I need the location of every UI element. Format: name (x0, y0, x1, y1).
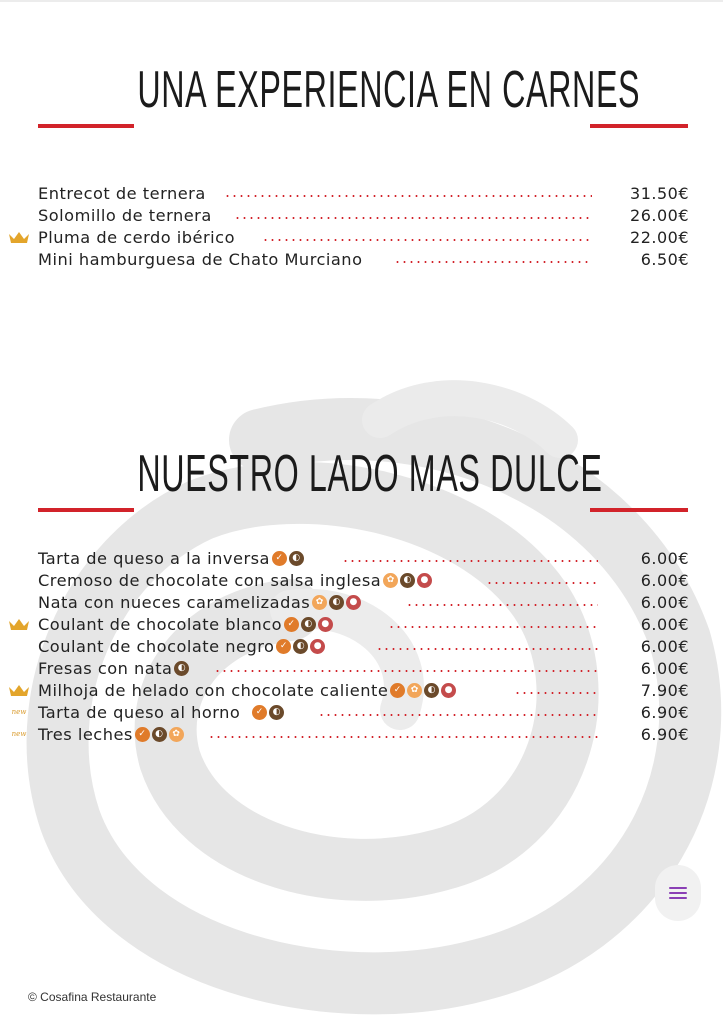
milk-icon: ◐ (152, 727, 167, 742)
item-price: 6.00€ (640, 570, 689, 590)
item-price: 6.00€ (640, 636, 689, 656)
dot-leader (406, 604, 598, 606)
new-badge: new (11, 730, 27, 738)
menu-item (0, 679, 723, 701)
copyright-footer: © Cosafina Restaurante (28, 990, 157, 1004)
gluten-icon: ✓ (390, 683, 405, 698)
dot-leader (394, 261, 590, 263)
title-rule-left (38, 508, 134, 512)
gluten-icon: ✓ (284, 617, 299, 632)
menu-item (0, 613, 723, 635)
item-name-group (38, 615, 333, 634)
gluten-icon: ✓ (276, 639, 291, 654)
item-name-group (38, 549, 304, 568)
dot-leader (514, 692, 598, 694)
item-price: 6.90€ (640, 724, 689, 744)
milk-icon: ◐ (269, 705, 284, 720)
item-price: 6.00€ (640, 658, 689, 678)
item-name: Tarta de queso al horno (38, 702, 241, 722)
nuts-icon: ✿ (383, 573, 398, 588)
menu-list-dulce (0, 547, 723, 745)
milk-icon: ◐ (329, 595, 344, 610)
item-price: 6.00€ (640, 592, 689, 612)
item-name-group (38, 703, 284, 722)
dot-leader (376, 648, 598, 650)
item-name-group (38, 659, 189, 678)
menu-item (0, 569, 723, 591)
crown-icon (6, 615, 32, 633)
dot-leader (388, 626, 598, 628)
egg-icon: ● (318, 617, 333, 632)
egg-icon: ● (441, 683, 456, 698)
gluten-icon: ✓ (252, 705, 267, 720)
milk-icon: ◐ (301, 617, 316, 632)
section-heading: UNA EXPERIENCIA EN CARNES (137, 61, 641, 119)
item-price: 7.90€ (640, 680, 689, 700)
menu-item (0, 182, 723, 204)
item-price: 6.50€ (640, 249, 689, 269)
hamburger-icon (669, 887, 687, 899)
menu-list-carnes (0, 182, 723, 270)
menu-item (0, 204, 723, 226)
title-rule-right (590, 124, 688, 128)
item-name: Fresas con nata (38, 658, 173, 678)
dot-leader (214, 670, 598, 672)
item-name: Tarta de queso a la inversa (38, 548, 270, 568)
section-title-carnes (0, 58, 723, 148)
menu-item (0, 701, 723, 723)
milk-icon: ◐ (289, 551, 304, 566)
item-name: Nata con nueces caramelizadas (38, 592, 311, 612)
milk-icon: ◐ (400, 573, 415, 588)
egg-icon: ● (417, 573, 432, 588)
menu-button[interactable] (655, 865, 701, 921)
menu-item (0, 657, 723, 679)
milk-icon: ◐ (424, 683, 439, 698)
egg-icon: ● (346, 595, 361, 610)
item-name: Entrecot de ternera (38, 183, 206, 203)
dot-leader (224, 195, 592, 197)
new-badge: new (11, 708, 27, 716)
item-price: 6.00€ (640, 548, 689, 568)
item-name: Mini hamburguesa de Chato Murciano (38, 249, 363, 269)
menu-item (0, 547, 723, 569)
item-name-group (38, 593, 361, 612)
milk-icon: ◐ (293, 639, 308, 654)
item-name: Solomillo de ternera (38, 205, 212, 225)
menu-item (0, 723, 723, 745)
dot-leader (234, 217, 590, 219)
title-rule-left (38, 124, 134, 128)
section-heading: NUESTRO LADO MAS DULCE (137, 445, 603, 503)
dot-leader (486, 582, 598, 584)
nuts-icon: ✿ (312, 595, 327, 610)
item-name: Tres leches (38, 724, 133, 744)
menu-item (0, 226, 723, 248)
gluten-icon: ✓ (135, 727, 150, 742)
gluten-icon: ✓ (272, 551, 287, 566)
item-price: 22.00€ (630, 227, 689, 247)
item-name: Pluma de cerdo ibérico (38, 227, 235, 247)
section-title-dulce (0, 442, 723, 532)
milk-icon: ◐ (174, 661, 189, 676)
nuts-icon: ✿ (407, 683, 422, 698)
item-name: Coulant de chocolate negro (38, 636, 275, 656)
item-name-group (38, 681, 456, 700)
dot-leader (342, 560, 598, 562)
egg-icon: ● (310, 639, 325, 654)
item-price: 26.00€ (630, 205, 689, 225)
crown-icon (6, 228, 32, 246)
item-price: 6.90€ (640, 702, 689, 722)
item-price: 31.50€ (630, 183, 689, 203)
menu-item (0, 635, 723, 657)
item-name: Milhoja de helado con chocolate caliente (38, 680, 389, 700)
item-name: Coulant de chocolate blanco (38, 614, 283, 634)
menu-item (0, 591, 723, 613)
dot-leader (208, 736, 598, 738)
title-rule-right (590, 508, 688, 512)
item-price: 6.00€ (640, 614, 689, 634)
item-name: Cremoso de chocolate con salsa inglesa (38, 570, 382, 590)
item-name-group (38, 725, 184, 744)
menu-item (0, 248, 723, 270)
item-name-group (38, 637, 325, 656)
item-name-group (38, 571, 432, 590)
dot-leader (318, 714, 598, 716)
dot-leader (262, 239, 592, 241)
crown-icon (6, 681, 32, 699)
nuts-icon: ✿ (169, 727, 184, 742)
